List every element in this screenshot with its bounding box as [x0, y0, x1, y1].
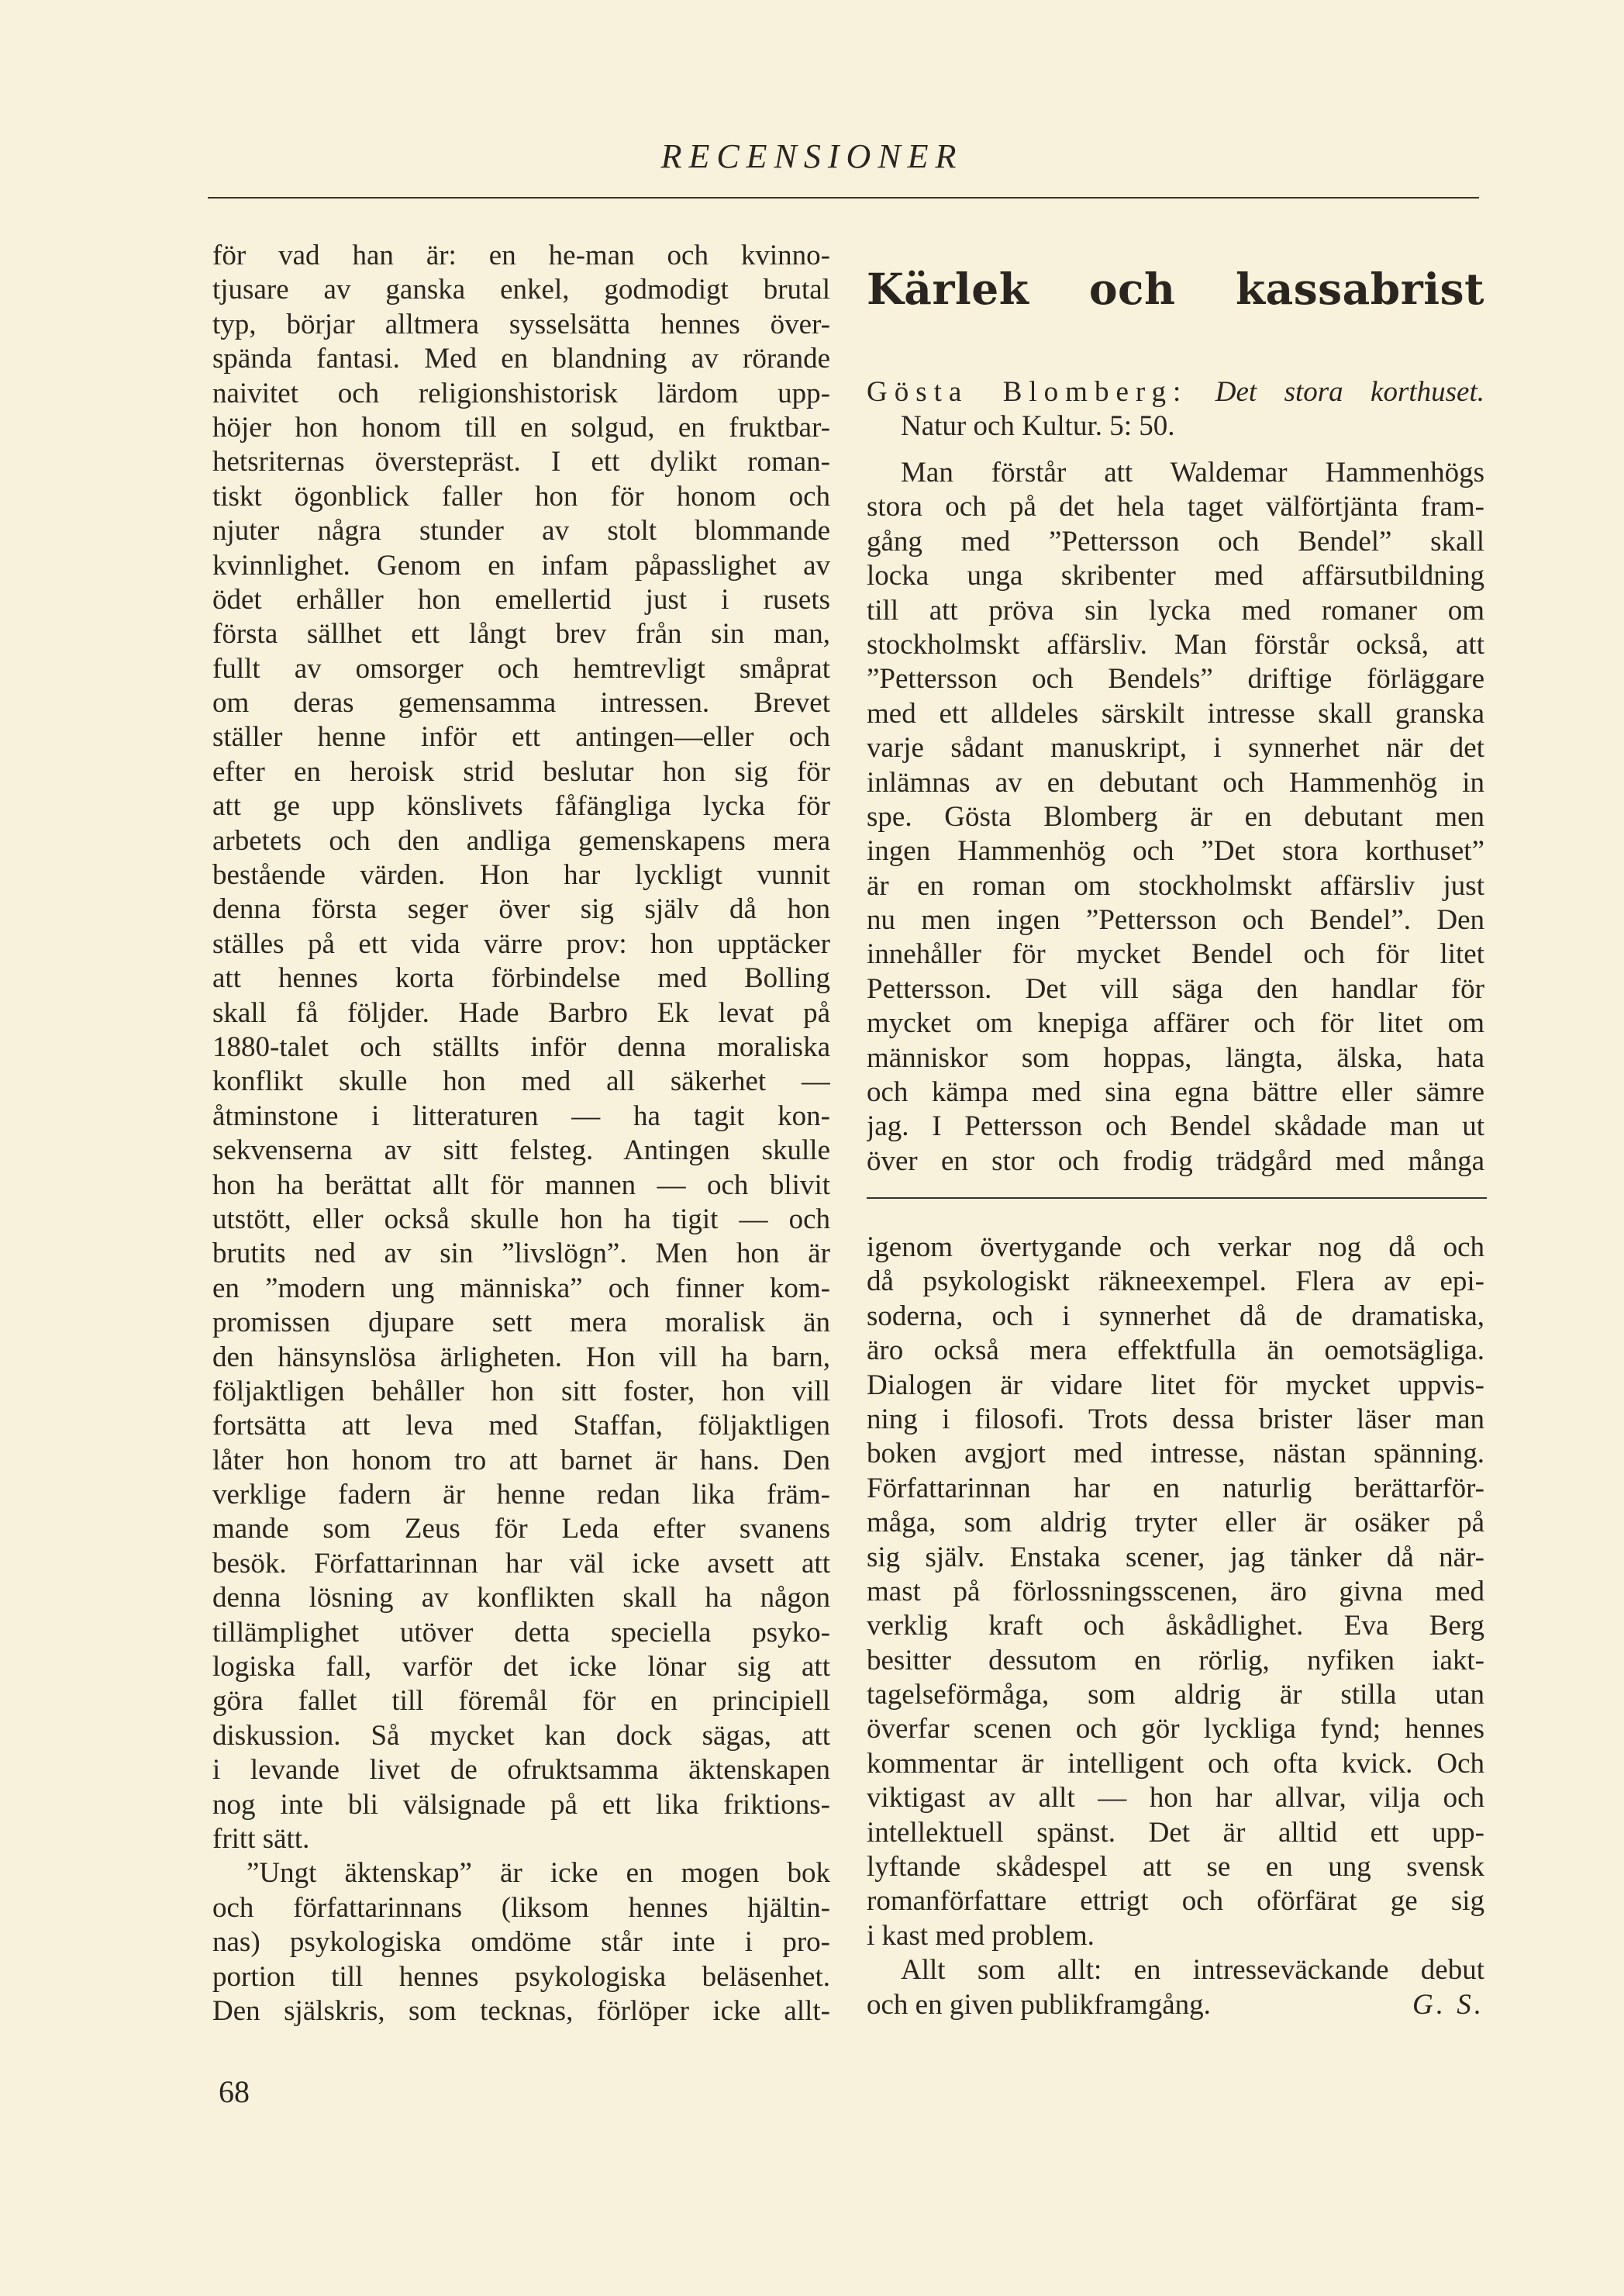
text-line	[867, 1075, 1484, 1110]
text-line	[212, 1237, 830, 1271]
text-line-content: bestående värden. Hon har lyckligt vunnit	[212, 859, 830, 892]
text-line-content: spända fantasi. Med en blandning av rörande	[212, 343, 830, 375]
text-line	[867, 1575, 1484, 1609]
byline-book-title: Det stora korthuset.	[1215, 376, 1484, 408]
text-line	[212, 480, 830, 514]
text-line	[867, 1919, 1484, 1953]
text-line-content: fullt av omsorger och hemtrevligt småprat	[212, 652, 830, 685]
text-line	[212, 342, 830, 376]
text-line-content: första sällhet ett långt brev från sin man,	[212, 618, 830, 651]
text-line	[867, 1609, 1484, 1643]
text-line	[867, 1712, 1484, 1746]
text-line	[212, 273, 830, 307]
text-line-content: sig själv. Enstaka scener, jag tänker då när-	[867, 1541, 1484, 1573]
text-line-content: utstött, eller också skulle hon ha tigit — och	[212, 1203, 830, 1235]
text-line	[867, 1334, 1484, 1368]
text-line-content: locka unga skribenter med affärsutbildning	[867, 560, 1484, 592]
text-line	[867, 1437, 1484, 1471]
text-line-content: i levande livet de ofruktsamma äktenskapen	[212, 1754, 830, 1787]
text-line-content: låter hon honom tro att barnet är hans. Den	[212, 1444, 830, 1476]
text-line	[867, 972, 1484, 1006]
text-line	[867, 1884, 1484, 1918]
text-line-content: Dialogen är vidare litet för mycket uppvis-	[867, 1369, 1484, 1401]
text-line-content: och författarinnans (liksom hennes hjältin-	[212, 1891, 830, 1924]
text-line	[867, 1816, 1484, 1850]
text-line	[212, 1444, 830, 1478]
text-line	[212, 893, 830, 927]
text-line	[867, 559, 1484, 593]
text-line-content: och kämpa med sina egna bättre eller sämre	[867, 1076, 1484, 1109]
text-line-content: verklige fadern är henne redan lika främ-	[212, 1479, 830, 1511]
text-line-content: ställer henne inför ett antingen—eller och	[212, 721, 830, 754]
text-line	[867, 525, 1484, 559]
text-line-content: jag. I Pettersson och Bendel skådade man ut	[867, 1110, 1484, 1143]
publisher-price: Natur och Kultur. 5: 50.	[901, 410, 1175, 442]
text-line-content: mast på förlossningsscenen, äro givna med	[867, 1575, 1484, 1607]
text-line	[867, 1781, 1484, 1815]
text-line-content: över en stor och frodig trädgård med många	[867, 1145, 1484, 1177]
text-line	[867, 1231, 1484, 1265]
text-line	[212, 1581, 830, 1615]
text-line	[867, 834, 1484, 868]
reviewer-signature: G. S.	[1412, 1988, 1484, 2021]
review-title: Kärlek och kassabrist	[867, 264, 1484, 314]
text-line	[212, 1478, 830, 1512]
text-line-content: höjer hon honom till en solgud, en fruktbar-	[212, 411, 830, 444]
text-line-content: mycket om knepiga affärer och för litet om	[867, 1007, 1484, 1040]
text-line-content: varje sådant manuskript, i synnerhet när det	[867, 732, 1484, 765]
text-line	[212, 1375, 830, 1409]
text-line	[867, 869, 1484, 903]
text-line-content: äro också mera effektfulla än oemotsägliga.	[867, 1334, 1484, 1367]
text-line-content: en ”modern ung människa” och finner kom-	[212, 1272, 830, 1304]
text-line-content: fritt sätt.	[212, 1822, 310, 1855]
section-header: RECENSIONER	[660, 137, 964, 175]
text-line	[212, 1203, 830, 1237]
text-line	[867, 697, 1484, 731]
text-line-content: brutits ned av sin ”livslögn”. Men hon är	[212, 1238, 830, 1270]
text-line	[867, 1041, 1484, 1075]
text-line	[212, 514, 830, 548]
text-line	[212, 1100, 830, 1134]
text-line-content: besitter dessutom en rörlig, nyfiken iakt-	[867, 1644, 1484, 1676]
text-line	[867, 1265, 1484, 1299]
text-line	[867, 766, 1484, 800]
text-line-content: tjusare av ganska enkel, godmodigt brutal	[212, 274, 830, 306]
text-line	[212, 377, 830, 411]
text-line	[867, 1988, 1484, 2022]
text-line-content: gång med ”Pettersson och Bendel” skall	[867, 525, 1484, 558]
text-line-content: ”Ungt äktenskap” är icke en mogen bok	[247, 1857, 830, 1890]
text-line-content: verklig kraft och åskådlighet. Eva Berg	[867, 1610, 1484, 1642]
text-line	[867, 1644, 1484, 1678]
text-line	[212, 1753, 830, 1787]
right-column-upper	[867, 456, 1484, 1179]
text-line	[867, 662, 1484, 696]
text-line	[867, 903, 1484, 937]
text-line	[212, 1822, 830, 1856]
text-line	[867, 1541, 1484, 1575]
text-line-content: portion till hennes psykologiska beläsenhet.	[212, 1960, 830, 1993]
text-line-content: Författarinnan har en naturlig berättarför-	[867, 1472, 1484, 1504]
text-line	[212, 652, 830, 686]
text-line	[867, 628, 1484, 662]
text-line-content: ställes på ett vida värre prov: hon upptäcker	[212, 927, 830, 960]
header-rule	[208, 197, 1479, 199]
text-line	[867, 1300, 1484, 1334]
text-line-content: överfar scenen och gör lyckliga fynd; hennes	[867, 1713, 1484, 1745]
text-line-content: viktigast av allt — hon har allvar, vilja och	[867, 1782, 1484, 1814]
text-line-content: ingen Hammenhög och ”Det stora korthuset”	[867, 835, 1484, 868]
text-line	[867, 800, 1484, 834]
text-line	[212, 1788, 830, 1822]
text-line	[867, 456, 1484, 490]
text-line-content: igenom övertygande och verkar nog då och	[867, 1231, 1484, 1263]
text-line-content: måga, som aldrig tryter eller är osäker på	[867, 1507, 1484, 1539]
text-line-content: den hänsynslösa ärligheten. Hon vill ha barn,	[212, 1341, 830, 1373]
text-line-content: lyftande skådespel att se en ung svensk	[867, 1851, 1484, 1883]
text-line-content: efter en heroisk strid beslutar hon sig för	[212, 755, 830, 788]
text-line	[212, 789, 830, 823]
page-number: 68	[219, 2074, 250, 2109]
text-line-content: ning i filosofi. Trots dessa brister läser man	[867, 1403, 1484, 1435]
text-line	[212, 1031, 830, 1065]
text-line	[212, 1960, 830, 1994]
text-line-content: denna lösning av konflikten skall ha någon	[212, 1582, 830, 1614]
text-line-content: mande som Zeus för Leda efter svanens	[212, 1513, 830, 1545]
text-line-content: Man förstår att Waldemar Hammenhögs	[901, 457, 1484, 489]
text-line	[867, 1110, 1484, 1144]
text-line-content: 1880-talet och ställts inför denna moraliska	[212, 1031, 830, 1063]
text-line	[212, 1547, 830, 1581]
text-line	[867, 1006, 1484, 1041]
text-line-content: hetsriternas överstepräst. I ett dylikt roman-	[212, 446, 830, 478]
text-line	[212, 1272, 830, 1306]
text-line	[212, 927, 830, 962]
text-line-content: kvinnlighet. Genom en infam påpasslighet av	[212, 549, 830, 582]
left-column	[212, 239, 830, 2028]
text-line-content: och en given publikframgång.	[867, 1988, 1211, 2021]
text-line-content: Den själskris, som tecknas, förlöper icke allt-	[212, 1994, 830, 2027]
text-line-content: i kast med problem.	[867, 1919, 1095, 1952]
text-line	[212, 1650, 830, 1684]
text-line-content: romanförfattare ettrigt och oförfärat ge sig	[867, 1885, 1484, 1918]
text-line	[212, 445, 830, 479]
text-line-content: att ge upp könslivets fåfängliga lycka för	[212, 790, 830, 823]
text-line	[867, 1145, 1484, 1179]
text-line	[212, 1409, 830, 1443]
text-line-content: tillämplighet utöver detta speciella psyko-	[212, 1616, 830, 1649]
text-line	[212, 858, 830, 893]
byline	[867, 375, 1484, 409]
text-line-content: till att pröva sin lycka med romaner om	[867, 594, 1484, 627]
text-line-content: njuter några stunder av stolt blommande	[212, 515, 830, 547]
text-line-content: om deras gemensamma intressen. Brevet	[212, 687, 830, 720]
text-line	[867, 1472, 1484, 1506]
text-line	[212, 1684, 830, 1718]
byline-publisher	[867, 409, 1519, 444]
text-line-content: konflikt skulle hon med all säkerhet —	[212, 1065, 830, 1098]
text-line	[867, 1850, 1484, 1884]
text-line-content: denna första seger över sig själv då hon	[212, 893, 830, 926]
text-line	[212, 996, 830, 1031]
text-line-content: stockholmskt affärsliv. Man förstår också, att	[867, 628, 1484, 661]
text-line-content: ödet erhåller hon emellertid just i rusets	[212, 583, 830, 616]
text-line-content: innehåller för mycket Bendel och för litet	[867, 938, 1484, 971]
text-line-content: arbetets och den andliga gemenskapens mera	[212, 824, 830, 857]
right-column-lower	[867, 1231, 1484, 2022]
text-line-content: nog inte bli välsignade på ett lika friktions-	[212, 1788, 830, 1821]
text-line	[212, 1306, 830, 1340]
text-line-content: nu men ingen ”Pettersson och Bendel”. Den	[867, 904, 1484, 937]
text-line	[212, 239, 830, 273]
text-line-content: stora och på det hela taget välförtjänta fram-	[867, 491, 1484, 523]
text-line-content: då psykologiskt räkneexempel. Flera av epi-	[867, 1265, 1484, 1298]
text-line	[212, 755, 830, 789]
text-line	[867, 594, 1484, 628]
text-line	[212, 583, 830, 617]
text-line-content: typ, börjar alltmera sysselsätta hennes över-	[212, 308, 830, 340]
text-line-content: skall få följder. Hade Barbro Ek levat på	[212, 996, 830, 1029]
text-line-content: spe. Gösta Blomberg är en debutant men	[867, 800, 1484, 833]
text-line-content: för vad han är: en he-man och kvinno-	[212, 240, 830, 271]
text-line	[212, 1169, 830, 1203]
text-line-content: människor som hoppas, längta, älska, hata	[867, 1041, 1484, 1074]
text-line	[212, 1719, 830, 1753]
text-line-content: logiska fall, varför det icke lönar sig att	[212, 1651, 830, 1683]
text-line-content: boken avgjort med intresse, nästan spänning.	[867, 1438, 1484, 1470]
text-line	[867, 1747, 1484, 1781]
text-line-content: tiskt ögonblick faller hon för honom och	[212, 480, 830, 513]
text-line-content: sekvenserna av sitt felsteg. Antingen skulle	[212, 1134, 830, 1167]
text-line-content: ”Pettersson och Bendels” driftige förläggare	[867, 663, 1484, 696]
text-line	[212, 962, 830, 996]
text-line	[867, 731, 1484, 765]
text-line	[212, 308, 830, 342]
text-line	[212, 617, 830, 651]
text-line	[212, 411, 830, 445]
text-line-content: hon ha berättat allt för mannen — och blivit	[212, 1169, 830, 1201]
text-line	[867, 490, 1484, 524]
text-line	[212, 1341, 830, 1375]
text-line	[212, 1616, 830, 1650]
text-line	[212, 1994, 830, 2028]
text-line-content: fortsätta att leva med Staffan, följaktligen	[212, 1410, 830, 1442]
text-line	[867, 937, 1484, 972]
text-line	[212, 549, 830, 583]
text-line	[212, 1134, 830, 1168]
text-line	[212, 686, 830, 720]
text-line	[867, 1369, 1484, 1403]
text-line	[867, 1403, 1484, 1437]
text-line-content: är en roman om stockholmskt affärsliv just	[867, 869, 1484, 902]
text-line-content: inlämnas av en debutant och Hammenhög in	[867, 766, 1484, 799]
text-line	[867, 1678, 1484, 1712]
text-line-content: tagelseförmåga, som aldrig är stilla utan	[867, 1679, 1484, 1711]
text-line-content: följaktligen behåller hon sitt foster, hon vill	[212, 1375, 830, 1407]
text-line	[867, 1953, 1484, 1987]
text-line-content: åtminstone i litteraturen — ha tagit kon-	[212, 1100, 830, 1132]
text-line-content: Pettersson. Det vill säga den handlar för	[867, 972, 1484, 1005]
text-line-content: kommentar är intelligent och ofta kvick. Och	[867, 1747, 1484, 1780]
text-line	[867, 1506, 1484, 1540]
text-line-content: med ett alldeles särskilt intresse skall granska	[867, 697, 1484, 730]
text-line	[212, 1856, 830, 1890]
text-line	[212, 1512, 830, 1546]
byline-author: Gösta Blomberg:	[867, 376, 1188, 408]
text-line-content: diskussion. Så mycket kan dock sägas, att	[212, 1719, 830, 1752]
text-line-content: promissen djupare sett mera moralisk än	[212, 1307, 830, 1339]
text-line	[212, 1891, 830, 1925]
text-line	[212, 720, 830, 754]
text-line-content: nas) psykologiska omdöme står inte i pro-	[212, 1926, 830, 1959]
text-line-content: intellektuell spänst. Det är alltid ett upp-	[867, 1816, 1484, 1849]
column-separator-rule	[867, 1197, 1487, 1199]
text-line-content: Allt som allt: en intresseväckande debut	[901, 1954, 1484, 1987]
text-line-content: att hennes korta förbindelse med Bolling	[212, 962, 830, 995]
text-line-content: soderna, och i synnerhet då de dramatiska,	[867, 1300, 1484, 1332]
text-line-content: göra fallet till föremål för en principiell	[212, 1685, 830, 1718]
text-line	[212, 824, 830, 858]
text-line-content: besök. Författarinnan har väl icke avsett att	[212, 1547, 830, 1580]
text-line	[212, 1925, 830, 1959]
text-line	[212, 1065, 830, 1099]
text-line-content: naivitet och religionshistorisk lärdom upp-	[212, 377, 830, 409]
